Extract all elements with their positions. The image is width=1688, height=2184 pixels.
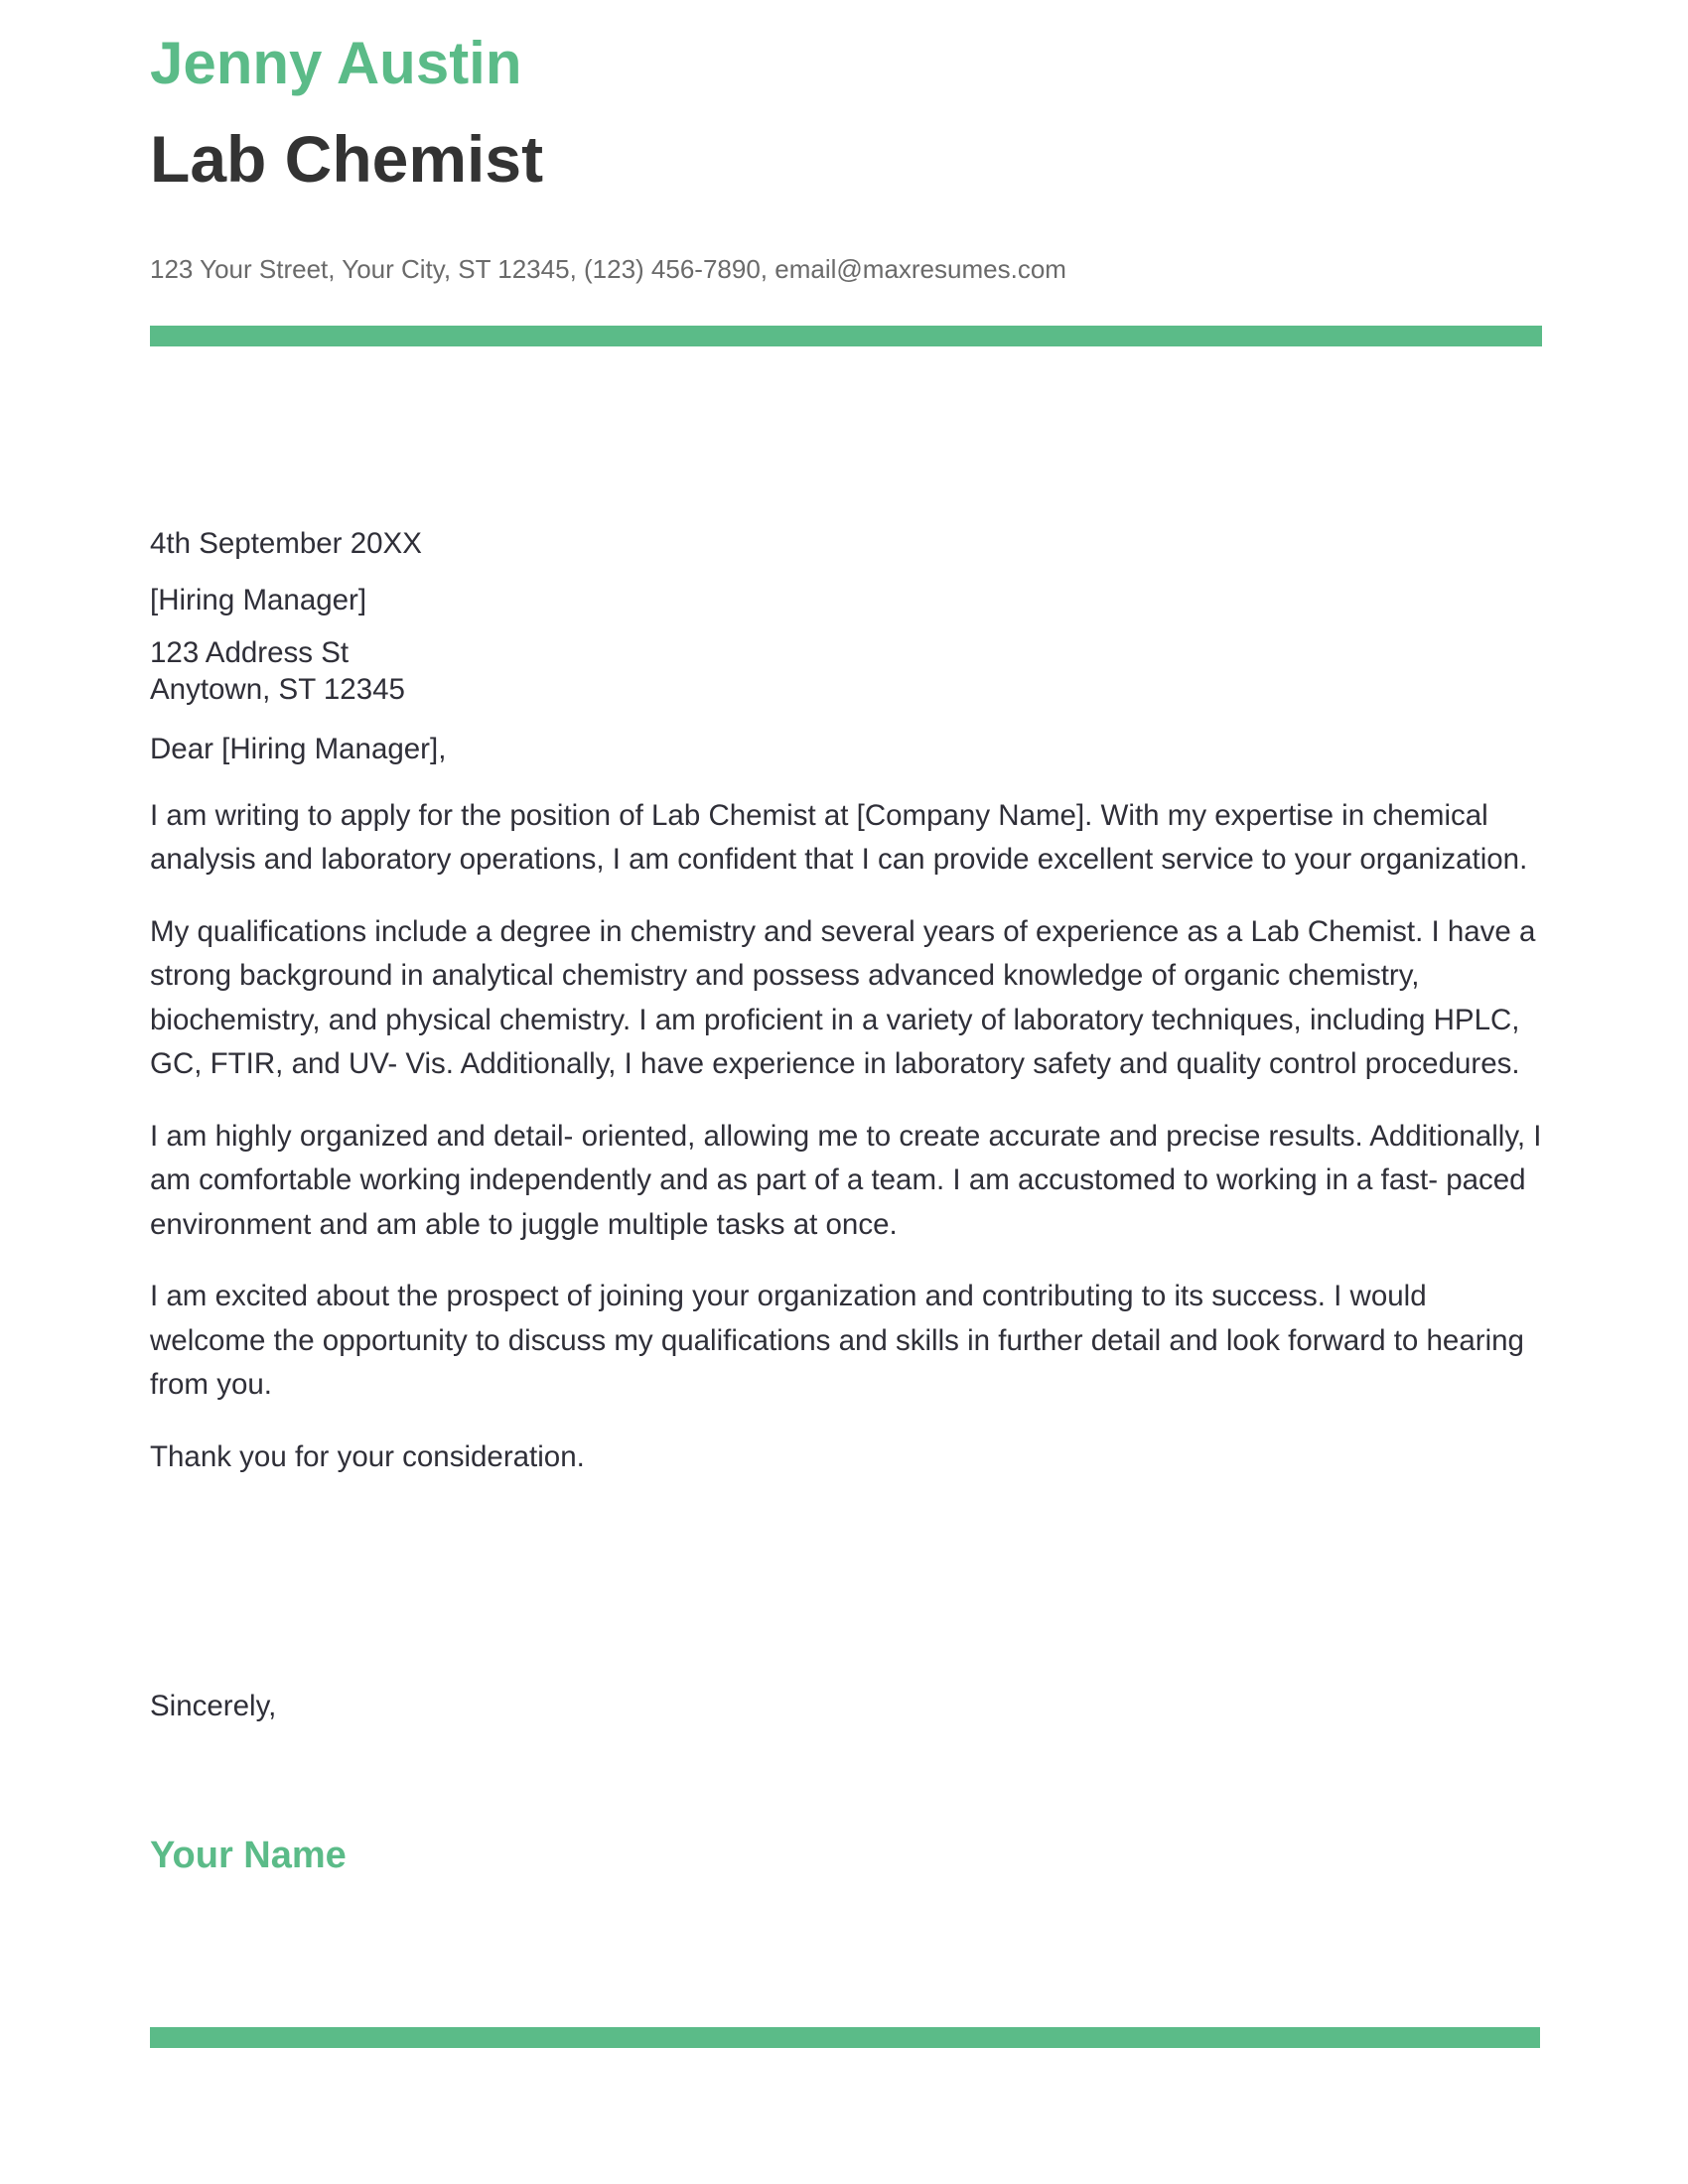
letter-date: 4th September 20XX <box>150 527 422 560</box>
body-paragraph-2: My qualifications include a degree in chemistry and several years of experience as a Lab Chemist. I have a strong background in analytical chemistry and possess advanced knowledge of organic chemistry, biochemistry, and physical chemistry. I am proficient in a variety of laboratory techniques, including HPLC, GC, FTIR, and UV- Vis. Additionally, I have experience in laboratory safety and quality control procedures. <box>150 914 1536 1080</box>
applicant-name: Jenny Austin <box>150 30 522 96</box>
contact-info: 123 Your Street, Your City, ST 12345, (123) 456-7890, email@maxresumes.com <box>150 254 1066 284</box>
body-paragraph-4: I am excited about the prospect of joining your organization and contributing to its success. I would welcome the opportunity to discuss my qualifications and skills in further detail and look forward to hearing from you. <box>150 1280 1524 1401</box>
recipient-name: [Hiring Manager] <box>150 583 367 616</box>
address-line-1: 123 Address St <box>150 636 350 669</box>
body-paragraph-1: I am writing to apply for the position of Lab Chemist at [Company Name]. With my expertise in chemical analysis and laboratory operations, I am confident that I can provide excellent service to your organization. <box>150 798 1528 876</box>
cover-letter-page <box>150 0 1542 2184</box>
signature-name: Your Name <box>150 1835 347 1876</box>
address-line-2: Anytown, ST 12345 <box>150 673 405 706</box>
recipient-address <box>150 634 1542 708</box>
closing: Sincerely, <box>150 1690 277 1722</box>
thanks-line: Thank you for your consideration. <box>150 1439 585 1473</box>
job-title: Lab Chemist <box>150 122 544 196</box>
salutation: Dear [Hiring Manager], <box>150 733 447 765</box>
header-divider <box>150 326 1542 346</box>
footer-divider <box>150 2027 1540 2048</box>
body-paragraph-3: I am highly organized and detail- oriented, allowing me to create accurate and precise results. Additionally, I am comfortable working independently and as part of a team. I am accustomed to working in a fast- paced environment and am able to juggle multiple tasks at once. <box>150 1119 1542 1241</box>
letter-body <box>150 522 1542 1479</box>
